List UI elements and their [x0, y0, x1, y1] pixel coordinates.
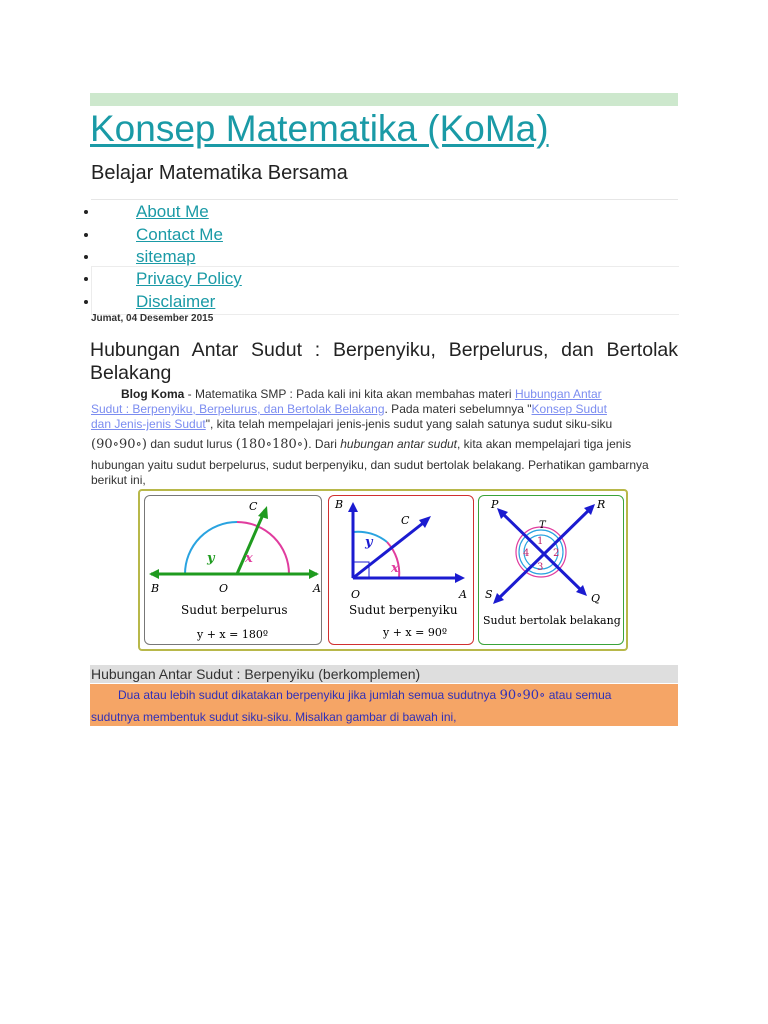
label-o: O — [351, 588, 361, 601]
math-90: 90∘90∘ — [499, 688, 546, 703]
italic-text: hubungan antar sudut — [340, 437, 458, 451]
label-t: T — [539, 520, 546, 531]
angle-4: 4 — [523, 548, 530, 559]
post-title: Hubungan Antar Sudut : Berpenyiku, Berpelurus, dan Bertolak Belakang — [90, 339, 678, 384]
arrow-c — [258, 506, 268, 519]
angle-2: 2 — [553, 548, 560, 559]
arc-x — [237, 522, 289, 574]
label-o: O — [219, 582, 229, 595]
angle-3: 3 — [537, 562, 544, 573]
nav-divider — [91, 199, 678, 200]
label-p: P — [491, 498, 499, 511]
bullet — [84, 300, 88, 304]
caption-berpelurus: Sudut berpelurus — [181, 603, 288, 617]
arc-y — [185, 522, 237, 574]
label-x: x — [245, 551, 253, 566]
bullet — [84, 233, 88, 237]
bullet — [84, 210, 88, 214]
nav-link-sitemap[interactable]: sitemap — [136, 247, 196, 266]
paragraph-line-2 — [91, 402, 678, 416]
link-konsep-sudut-cont[interactable]: dan Jenis-jenis Sudut — [91, 417, 206, 431]
arrow-b — [149, 569, 159, 579]
label-b: B — [335, 498, 344, 511]
header-accent-bar — [90, 93, 678, 106]
angle-figure — [138, 489, 628, 651]
link-hubungan-antar-sudut-cont[interactable]: Sudut : Berpenyiku, Berpelurus, dan Bertolak Belakang — [91, 402, 385, 416]
angle-1: 1 — [537, 536, 544, 547]
text: . Dari — [308, 437, 341, 451]
label-a: A — [459, 588, 467, 601]
link-hubungan-antar-sudut[interactable]: Hubungan Antar — [514, 387, 602, 401]
highlight-box — [90, 684, 678, 726]
formula-180: y + x = 180º — [197, 628, 269, 641]
text: , kita akan mempelajari tiga jenis — [457, 437, 632, 451]
blog-koma-label: Blog Koma — [121, 387, 185, 401]
label-y: y — [207, 551, 215, 566]
text: - Matematika SMP : Pada kali ini kita akan membahas materi — [184, 387, 515, 401]
math-90: (90∘90∘) — [91, 437, 147, 452]
caption-bertolak-belakang: Sudut bertolak belakang — [483, 614, 621, 627]
panel-bertolak-belakang — [478, 495, 624, 645]
caption-berpenyiku: Sudut berpenyiku — [349, 603, 458, 617]
label-y: y — [365, 535, 373, 550]
panel-berpelurus — [144, 495, 322, 645]
text: Dua atau lebih sudut dikatakan berpenyiku jika jumlah semua sudutnya — [118, 688, 500, 702]
supplementary-angle-diagram — [145, 496, 321, 644]
paragraph-line-3 — [91, 417, 678, 431]
bullet — [84, 255, 88, 259]
paragraph-line-6: berikut ini, — [91, 473, 146, 487]
highlight-line-2: sudutnya membentuk sudut siku-siku. Misalkan gambar di bawah ini, — [91, 710, 457, 724]
arrow-b — [348, 502, 358, 512]
math-180: (180∘180∘) — [235, 437, 309, 452]
nav-item-disclaimer — [0, 292, 700, 314]
label-c: C — [249, 500, 258, 513]
arrow-a — [309, 569, 319, 579]
nav-item-contact — [0, 225, 700, 247]
complementary-angle-diagram — [329, 496, 473, 644]
label-q: Q — [591, 592, 601, 605]
site-tagline: Belajar Matematika Bersama — [91, 162, 348, 184]
label-x: x — [391, 561, 399, 576]
vertical-angle-diagram — [479, 496, 623, 644]
section-heading: Hubungan Antar Sudut : Berpenyiku (berkomplemen) — [91, 666, 421, 682]
arrow-a — [455, 573, 465, 583]
paragraph-line-5: hubungan yaitu sudut berpelurus, sudut berpenyiku, dan sudut bertolak belakang. Perhatikan gambarnya — [91, 458, 649, 472]
label-c: C — [401, 514, 410, 527]
text: ", kita telah mempelajari jenis-jenis sudut yang salah satunya sudut siku-siku — [205, 417, 613, 431]
label-s: S — [485, 588, 493, 601]
formula-90: y + x = 90º — [383, 626, 448, 639]
nav-link-disclaimer[interactable]: Disclaimer — [136, 292, 216, 311]
paragraph-line-1 — [91, 387, 678, 401]
label-b: B — [151, 582, 160, 595]
label-r: R — [597, 498, 606, 511]
label-a: A — [313, 582, 321, 595]
nav-link-privacy-policy[interactable]: Privacy Policy — [136, 269, 242, 288]
post-date: Jumat, 04 Desember 2015 — [91, 313, 214, 324]
text: . Pada materi sebelumnya " — [384, 402, 532, 416]
nav-item-sitemap — [0, 247, 700, 269]
text: dan sudut lurus — [146, 437, 236, 451]
paragraph-line-4 — [91, 437, 678, 452]
section-heading-bar — [90, 665, 678, 683]
site-title-link[interactable]: Konsep Matematika (KoMa) — [90, 108, 549, 149]
nav-link-about-me[interactable]: About Me — [136, 202, 209, 221]
nav-link-contact-me[interactable]: Contact Me — [136, 225, 223, 244]
link-konsep-sudut[interactable]: Konsep Sudut — [531, 402, 607, 416]
highlight-line-1 — [118, 688, 611, 703]
nav-item-about — [0, 202, 700, 224]
text: atau semua — [545, 688, 612, 702]
bullet — [84, 277, 88, 281]
nav-item-privacy — [0, 269, 700, 291]
panel-berpenyiku — [328, 495, 474, 645]
